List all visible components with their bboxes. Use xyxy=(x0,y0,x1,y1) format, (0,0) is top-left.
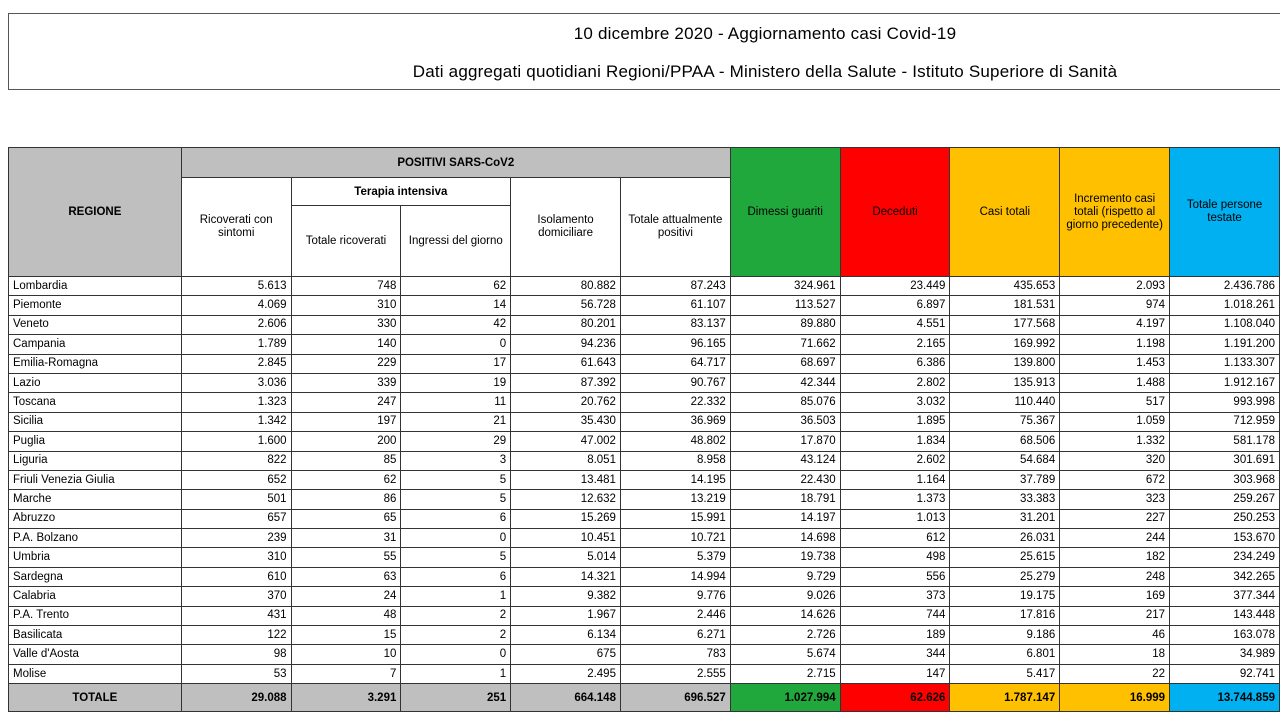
ricoverati-value: 2.606 xyxy=(181,315,291,334)
ricoverati-value: 1.789 xyxy=(181,335,291,354)
casi-totali-value: 177.568 xyxy=(950,315,1060,334)
terapia-totale-value: 55 xyxy=(291,548,401,567)
testate-value: 1.018.261 xyxy=(1170,296,1280,315)
total-incremento-value: 16.999 xyxy=(1060,684,1170,712)
incremento-value: 1.332 xyxy=(1060,432,1170,451)
terapia-ingressi-value: 21 xyxy=(401,412,511,431)
table-row xyxy=(9,393,1280,412)
totale-positivi-value: 14.994 xyxy=(620,567,730,586)
isolamento-value: 61.643 xyxy=(511,354,621,373)
isolamento-value: 94.236 xyxy=(511,335,621,354)
isolamento-value: 20.762 xyxy=(511,393,621,412)
casi-totali-value: 5.417 xyxy=(950,664,1060,683)
region-name: P.A. Bolzano xyxy=(9,529,182,548)
totale-positivi-value: 96.165 xyxy=(620,335,730,354)
totale-positivi-value: 90.767 xyxy=(620,373,730,392)
terapia-ingressi-value: 29 xyxy=(401,432,511,451)
header-persone-testate: Totale persone testate xyxy=(1170,148,1280,277)
testate-value: 342.265 xyxy=(1170,567,1280,586)
casi-totali-value: 25.279 xyxy=(950,567,1060,586)
dimessi-value: 14.197 xyxy=(730,509,840,528)
incremento-value: 46 xyxy=(1060,626,1170,645)
total-ricoverati-value: 29.088 xyxy=(181,684,291,712)
dimessi-value: 85.076 xyxy=(730,393,840,412)
table-row xyxy=(9,373,1280,392)
deceduti-value: 3.032 xyxy=(840,393,950,412)
terapia-totale-value: 63 xyxy=(291,567,401,586)
testate-value: 993.998 xyxy=(1170,393,1280,412)
deceduti-value: 373 xyxy=(840,587,950,606)
header-ingressi: Ingressi del giorno xyxy=(401,206,511,277)
report-header xyxy=(8,13,1280,90)
dimessi-value: 19.738 xyxy=(730,548,840,567)
incremento-value: 1.488 xyxy=(1060,373,1170,392)
deceduti-value: 498 xyxy=(840,548,950,567)
incremento-value: 18 xyxy=(1060,645,1170,664)
table-row xyxy=(9,606,1280,625)
totale-positivi-value: 5.379 xyxy=(620,548,730,567)
dimessi-value: 22.430 xyxy=(730,470,840,489)
terapia-ingressi-value: 17 xyxy=(401,354,511,373)
isolamento-value: 675 xyxy=(511,645,621,664)
terapia-ingressi-value: 1 xyxy=(401,664,511,683)
table-row xyxy=(9,509,1280,528)
ricoverati-value: 822 xyxy=(181,451,291,470)
incremento-value: 244 xyxy=(1060,529,1170,548)
deceduti-value: 2.802 xyxy=(840,373,950,392)
testate-value: 1.912.167 xyxy=(1170,373,1280,392)
deceduti-value: 1.013 xyxy=(840,509,950,528)
region-name: Molise xyxy=(9,664,182,683)
terapia-totale-value: 748 xyxy=(291,277,401,296)
casi-totali-value: 135.913 xyxy=(950,373,1060,392)
table-row xyxy=(9,567,1280,586)
region-name: Umbria xyxy=(9,548,182,567)
totale-positivi-value: 83.137 xyxy=(620,315,730,334)
table-row xyxy=(9,490,1280,509)
terapia-ingressi-value: 0 xyxy=(401,645,511,664)
terapia-totale-value: 140 xyxy=(291,335,401,354)
total-testate-value: 13.744.859 xyxy=(1170,684,1280,712)
deceduti-value: 6.897 xyxy=(840,296,950,315)
terapia-ingressi-value: 2 xyxy=(401,626,511,645)
ricoverati-value: 4.069 xyxy=(181,296,291,315)
region-name: Emilia-Romagna xyxy=(9,354,182,373)
region-name: Calabria xyxy=(9,587,182,606)
incremento-value: 1.059 xyxy=(1060,412,1170,431)
casi-totali-value: 75.367 xyxy=(950,412,1060,431)
terapia-totale-value: 310 xyxy=(291,296,401,315)
terapia-totale-value: 62 xyxy=(291,470,401,489)
casi-totali-value: 25.615 xyxy=(950,548,1060,567)
dimessi-value: 14.626 xyxy=(730,606,840,625)
region-name: Campania xyxy=(9,335,182,354)
header-incremento: Incremento casi totali (rispetto al giorno precedente) xyxy=(1060,148,1170,277)
testate-value: 1.191.200 xyxy=(1170,335,1280,354)
isolamento-value: 80.882 xyxy=(511,277,621,296)
totale-positivi-value: 36.969 xyxy=(620,412,730,431)
casi-totali-value: 19.175 xyxy=(950,587,1060,606)
table-row xyxy=(9,315,1280,334)
totale-positivi-value: 8.958 xyxy=(620,451,730,470)
region-name: Sicilia xyxy=(9,412,182,431)
terapia-totale-value: 10 xyxy=(291,645,401,664)
totale-positivi-value: 48.802 xyxy=(620,432,730,451)
totale-positivi-value: 87.243 xyxy=(620,277,730,296)
testate-value: 301.691 xyxy=(1170,451,1280,470)
dimessi-value: 9.729 xyxy=(730,567,840,586)
deceduti-value: 1.895 xyxy=(840,412,950,431)
dimessi-value: 113.527 xyxy=(730,296,840,315)
header-regione: REGIONE xyxy=(9,148,182,277)
deceduti-value: 1.834 xyxy=(840,432,950,451)
totale-positivi-value: 22.332 xyxy=(620,393,730,412)
deceduti-value: 744 xyxy=(840,606,950,625)
header-positivi: POSITIVI SARS-CoV2 xyxy=(181,148,730,178)
region-name: Liguria xyxy=(9,451,182,470)
ricoverati-value: 3.036 xyxy=(181,373,291,392)
casi-totali-value: 139.800 xyxy=(950,354,1060,373)
totale-positivi-value: 9.776 xyxy=(620,587,730,606)
table-row xyxy=(9,664,1280,683)
incremento-value: 248 xyxy=(1060,567,1170,586)
testate-value: 712.959 xyxy=(1170,412,1280,431)
region-name: Friuli Venezia Giulia xyxy=(9,470,182,489)
dimessi-value: 42.344 xyxy=(730,373,840,392)
isolamento-value: 2.495 xyxy=(511,664,621,683)
totale-positivi-value: 14.195 xyxy=(620,470,730,489)
ricoverati-value: 53 xyxy=(181,664,291,683)
casi-totali-value: 31.201 xyxy=(950,509,1060,528)
region-name: Lombardia xyxy=(9,277,182,296)
ricoverati-value: 98 xyxy=(181,645,291,664)
table-row xyxy=(9,645,1280,664)
totale-positivi-value: 783 xyxy=(620,645,730,664)
testate-value: 1.133.307 xyxy=(1170,354,1280,373)
table-row xyxy=(9,451,1280,470)
totale-positivi-value: 15.991 xyxy=(620,509,730,528)
header-totale-ricoverati: Totale ricoverati xyxy=(291,206,401,277)
dimessi-value: 2.726 xyxy=(730,626,840,645)
ricoverati-value: 652 xyxy=(181,470,291,489)
total-isolamento-value: 664.148 xyxy=(511,684,621,712)
testate-value: 259.267 xyxy=(1170,490,1280,509)
isolamento-value: 15.269 xyxy=(511,509,621,528)
table-row xyxy=(9,296,1280,315)
terapia-ingressi-value: 6 xyxy=(401,567,511,586)
table-row xyxy=(9,277,1280,296)
deceduti-value: 23.449 xyxy=(840,277,950,296)
casi-totali-value: 435.653 xyxy=(950,277,1060,296)
terapia-ingressi-value: 14 xyxy=(401,296,511,315)
casi-totali-value: 54.684 xyxy=(950,451,1060,470)
testate-value: 250.253 xyxy=(1170,509,1280,528)
terapia-totale-value: 7 xyxy=(291,664,401,683)
isolamento-value: 14.321 xyxy=(511,567,621,586)
terapia-totale-value: 24 xyxy=(291,587,401,606)
isolamento-value: 13.481 xyxy=(511,470,621,489)
testate-value: 1.108.040 xyxy=(1170,315,1280,334)
casi-totali-value: 9.186 xyxy=(950,626,1060,645)
deceduti-value: 612 xyxy=(840,529,950,548)
terapia-totale-value: 197 xyxy=(291,412,401,431)
totale-positivi-value: 6.271 xyxy=(620,626,730,645)
casi-totali-value: 181.531 xyxy=(950,296,1060,315)
testate-value: 303.968 xyxy=(1170,470,1280,489)
terapia-ingressi-value: 3 xyxy=(401,451,511,470)
total-totale-positivi-value: 696.527 xyxy=(620,684,730,712)
terapia-totale-value: 48 xyxy=(291,606,401,625)
incremento-value: 320 xyxy=(1060,451,1170,470)
region-name: Sardegna xyxy=(9,567,182,586)
report-subtitle: Dati aggregati quotidiani Regioni/PPAA - Ministero della Salute - Istituto Superiore di Sanità xyxy=(412,62,1118,81)
dimessi-value: 14.698 xyxy=(730,529,840,548)
ricoverati-value: 370 xyxy=(181,587,291,606)
table-row xyxy=(9,529,1280,548)
table-row xyxy=(9,354,1280,373)
region-name: Piemonte xyxy=(9,296,182,315)
terapia-totale-value: 330 xyxy=(291,315,401,334)
header-terapia-intensiva: Terapia intensiva xyxy=(291,178,511,206)
incremento-value: 974 xyxy=(1060,296,1170,315)
isolamento-value: 12.632 xyxy=(511,490,621,509)
deceduti-value: 556 xyxy=(840,567,950,586)
totale-positivi-value: 2.446 xyxy=(620,606,730,625)
incremento-value: 2.093 xyxy=(1060,277,1170,296)
dimessi-value: 5.674 xyxy=(730,645,840,664)
isolamento-value: 35.430 xyxy=(511,412,621,431)
dimessi-value: 18.791 xyxy=(730,490,840,509)
table-row xyxy=(9,470,1280,489)
terapia-totale-value: 86 xyxy=(291,490,401,509)
terapia-ingressi-value: 5 xyxy=(401,490,511,509)
casi-totali-value: 68.506 xyxy=(950,432,1060,451)
incremento-value: 182 xyxy=(1060,548,1170,567)
isolamento-value: 5.014 xyxy=(511,548,621,567)
table-body xyxy=(9,277,1280,712)
region-name: Marche xyxy=(9,490,182,509)
terapia-totale-value: 31 xyxy=(291,529,401,548)
dimessi-value: 9.026 xyxy=(730,587,840,606)
totale-positivi-value: 2.555 xyxy=(620,664,730,683)
ricoverati-value: 657 xyxy=(181,509,291,528)
terapia-ingressi-value: 1 xyxy=(401,587,511,606)
isolamento-value: 10.451 xyxy=(511,529,621,548)
ricoverati-value: 310 xyxy=(181,548,291,567)
region-name: Basilicata xyxy=(9,626,182,645)
isolamento-value: 6.134 xyxy=(511,626,621,645)
deceduti-value: 4.551 xyxy=(840,315,950,334)
casi-totali-value: 26.031 xyxy=(950,529,1060,548)
dimessi-value: 68.697 xyxy=(730,354,840,373)
incremento-value: 672 xyxy=(1060,470,1170,489)
terapia-ingressi-value: 62 xyxy=(401,277,511,296)
casi-totali-value: 169.992 xyxy=(950,335,1060,354)
deceduti-value: 2.165 xyxy=(840,335,950,354)
region-name: P.A. Trento xyxy=(9,606,182,625)
testate-value: 234.249 xyxy=(1170,548,1280,567)
table-row xyxy=(9,626,1280,645)
terapia-ingressi-value: 0 xyxy=(401,335,511,354)
terapia-totale-value: 247 xyxy=(291,393,401,412)
total-label: TOTALE xyxy=(9,684,182,712)
testate-value: 92.741 xyxy=(1170,664,1280,683)
terapia-totale-value: 200 xyxy=(291,432,401,451)
testate-value: 163.078 xyxy=(1170,626,1280,645)
region-name: Puglia xyxy=(9,432,182,451)
casi-totali-value: 37.789 xyxy=(950,470,1060,489)
testate-value: 34.989 xyxy=(1170,645,1280,664)
region-name: Toscana xyxy=(9,393,182,412)
casi-totali-value: 33.383 xyxy=(950,490,1060,509)
ricoverati-value: 2.845 xyxy=(181,354,291,373)
deceduti-value: 1.373 xyxy=(840,490,950,509)
terapia-ingressi-value: 11 xyxy=(401,393,511,412)
deceduti-value: 189 xyxy=(840,626,950,645)
totale-positivi-value: 10.721 xyxy=(620,529,730,548)
incremento-value: 4.197 xyxy=(1060,315,1170,334)
deceduti-value: 147 xyxy=(840,664,950,683)
isolamento-value: 87.392 xyxy=(511,373,621,392)
isolamento-value: 56.728 xyxy=(511,296,621,315)
header-totale-positivi: Totale attualmente positivi xyxy=(620,178,730,277)
ricoverati-value: 5.613 xyxy=(181,277,291,296)
total-dimessi-value: 1.027.994 xyxy=(730,684,840,712)
incremento-value: 1.453 xyxy=(1060,354,1170,373)
incremento-value: 1.198 xyxy=(1060,335,1170,354)
table-row xyxy=(9,412,1280,431)
testate-value: 2.436.786 xyxy=(1170,277,1280,296)
dimessi-value: 36.503 xyxy=(730,412,840,431)
terapia-ingressi-value: 42 xyxy=(401,315,511,334)
casi-totali-value: 6.801 xyxy=(950,645,1060,664)
header-ricoverati: Ricoverati con sintomi xyxy=(181,178,291,277)
region-name: Veneto xyxy=(9,315,182,334)
incremento-value: 227 xyxy=(1060,509,1170,528)
ricoverati-value: 1.342 xyxy=(181,412,291,431)
terapia-ingressi-value: 6 xyxy=(401,509,511,528)
table-row xyxy=(9,335,1280,354)
incremento-value: 323 xyxy=(1060,490,1170,509)
isolamento-value: 8.051 xyxy=(511,451,621,470)
totale-positivi-value: 13.219 xyxy=(620,490,730,509)
terapia-ingressi-value: 19 xyxy=(401,373,511,392)
casi-totali-value: 110.440 xyxy=(950,393,1060,412)
dimessi-value: 71.662 xyxy=(730,335,840,354)
terapia-ingressi-value: 5 xyxy=(401,470,511,489)
dimessi-value: 17.870 xyxy=(730,432,840,451)
terapia-ingressi-value: 2 xyxy=(401,606,511,625)
header-deceduti: Deceduti xyxy=(840,148,950,277)
total-terapia-totale-value: 3.291 xyxy=(291,684,401,712)
isolamento-value: 47.002 xyxy=(511,432,621,451)
total-casi-totali-value: 1.787.147 xyxy=(950,684,1060,712)
dimessi-value: 89.880 xyxy=(730,315,840,334)
terapia-ingressi-value: 0 xyxy=(401,529,511,548)
ricoverati-value: 431 xyxy=(181,606,291,625)
ricoverati-value: 1.600 xyxy=(181,432,291,451)
ricoverati-value: 239 xyxy=(181,529,291,548)
testate-value: 581.178 xyxy=(1170,432,1280,451)
terapia-totale-value: 65 xyxy=(291,509,401,528)
terapia-totale-value: 339 xyxy=(291,373,401,392)
ricoverati-value: 610 xyxy=(181,567,291,586)
table-row xyxy=(9,587,1280,606)
incremento-value: 517 xyxy=(1060,393,1170,412)
ricoverati-value: 501 xyxy=(181,490,291,509)
dimessi-value: 324.961 xyxy=(730,277,840,296)
incremento-value: 22 xyxy=(1060,664,1170,683)
casi-totali-value: 17.816 xyxy=(950,606,1060,625)
header-isolamento: Isolamento domiciliare xyxy=(511,178,621,277)
total-deceduti-value: 62.626 xyxy=(840,684,950,712)
region-name: Abruzzo xyxy=(9,509,182,528)
terapia-totale-value: 85 xyxy=(291,451,401,470)
ricoverati-value: 122 xyxy=(181,626,291,645)
dimessi-value: 43.124 xyxy=(730,451,840,470)
header-dimessi-guariti: Dimessi guariti xyxy=(730,148,840,277)
dimessi-value: 2.715 xyxy=(730,664,840,683)
deceduti-value: 6.386 xyxy=(840,354,950,373)
totale-positivi-value: 64.717 xyxy=(620,354,730,373)
report-title: 10 dicembre 2020 - Aggiornamento casi Covid-19 xyxy=(573,24,957,43)
table-row xyxy=(9,548,1280,567)
isolamento-value: 1.967 xyxy=(511,606,621,625)
terapia-totale-value: 229 xyxy=(291,354,401,373)
terapia-totale-value: 15 xyxy=(291,626,401,645)
header-casi-totali: Casi totali xyxy=(950,148,1060,277)
ricoverati-value: 1.323 xyxy=(181,393,291,412)
deceduti-value: 344 xyxy=(840,645,950,664)
deceduti-value: 2.602 xyxy=(840,451,950,470)
region-name: Valle d'Aosta xyxy=(9,645,182,664)
total-terapia-ingressi-value: 251 xyxy=(401,684,511,712)
incremento-value: 217 xyxy=(1060,606,1170,625)
total-row xyxy=(9,684,1280,712)
region-name: Lazio xyxy=(9,373,182,392)
covid-regional-table xyxy=(8,147,1280,712)
testate-value: 153.670 xyxy=(1170,529,1280,548)
incremento-value: 169 xyxy=(1060,587,1170,606)
table-row xyxy=(9,432,1280,451)
testate-value: 377.344 xyxy=(1170,587,1280,606)
totale-positivi-value: 61.107 xyxy=(620,296,730,315)
deceduti-value: 1.164 xyxy=(840,470,950,489)
testate-value: 143.448 xyxy=(1170,606,1280,625)
isolamento-value: 80.201 xyxy=(511,315,621,334)
isolamento-value: 9.382 xyxy=(511,587,621,606)
terapia-ingressi-value: 5 xyxy=(401,548,511,567)
